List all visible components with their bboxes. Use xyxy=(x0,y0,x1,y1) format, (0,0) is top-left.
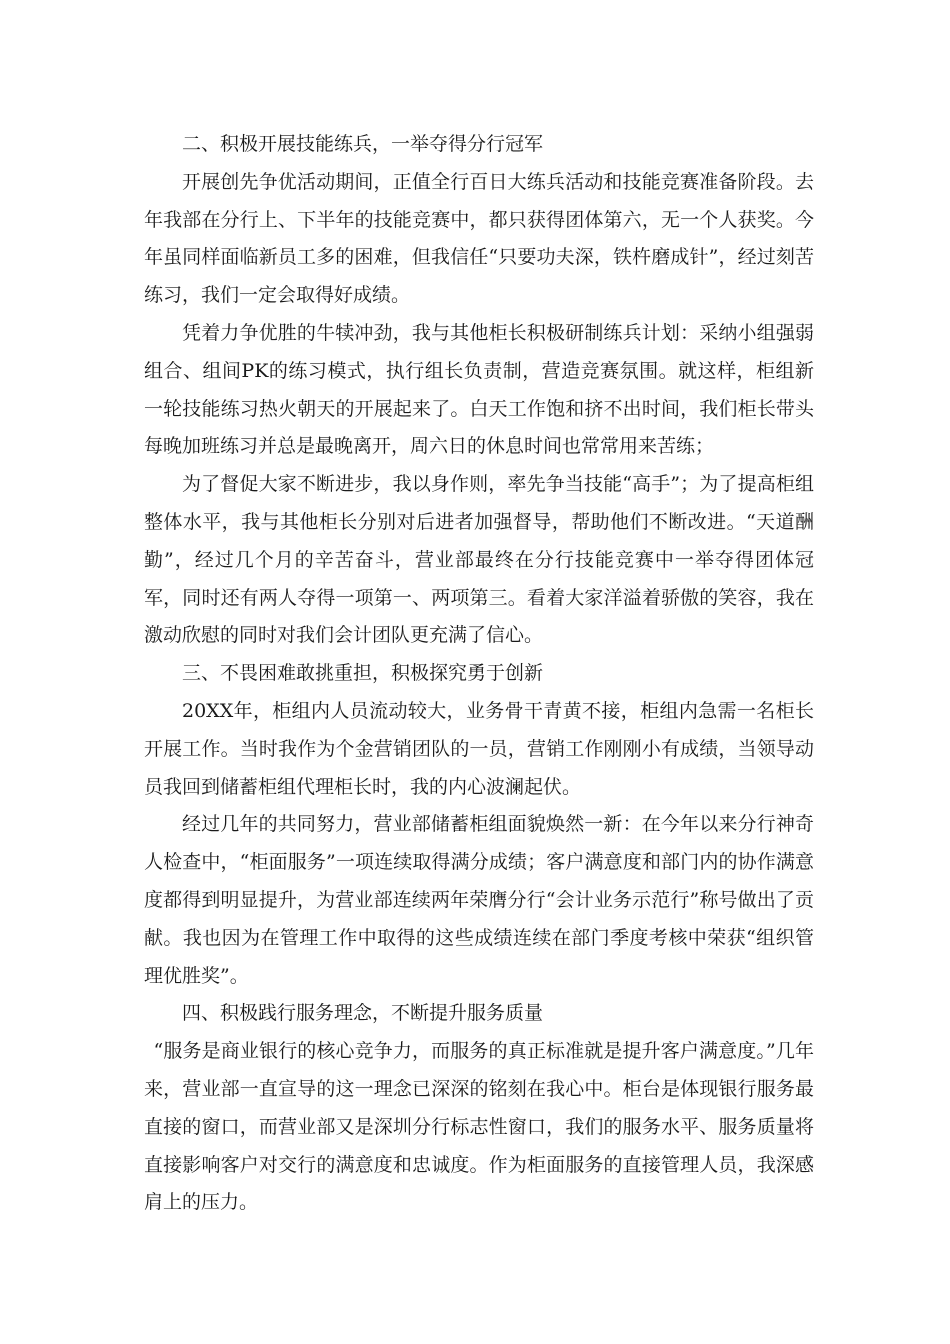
paragraph: 经过几年的共同努力，营业部储蓄柜组面貌焕然一新：在今年以来分行神奇人检查中，“柜面服务”一项连续取得满分成绩；客户满意度和部门内的协作满意度都得到明显提升，为营业部连续两年荣膺分行“会计业务示范行”称号做出了贡献。我也因为在管理工作中取得的这些成绩连续在部门季度考核中荣获“组织管理优胜奖”。 xyxy=(144,813,814,987)
paragraph: 凭着力争优胜的牛犊冲劲，我与其他柜长积极研制练兵计划：采纳小组强弱组合、组间PK的练习模式，执行组长负责制，营造竞赛氛围。就这样，柜组新一轮技能练习热火朝天的开展起来了。白天工作饱和挤不出时间，我们柜长带头每晚加班练习并总是最晚离开，周六日的休息时间也常常用来苦练； xyxy=(144,321,814,458)
paragraph: 为了督促大家不断进步，我以身作则，率先争当技能“高手”；为了提高柜组整体水平，我与其他柜长分别对后进者加强督导，帮助他们不断改进。“天道酬勤”，经过几个月的辛苦奋斗，营业部最终在分行技能竞赛中一举夺得团体冠军，同时还有两人夺得一项第一、两项第三。看着大家洋溢着骄傲的笑容，我在激动欣慰的同时对我们会计团队更充满了信心。 xyxy=(144,473,814,647)
document-page xyxy=(144,126,814,1222)
section-heading-2: 二、积极开展技能练兵，一举夺得分行冠军 xyxy=(182,133,544,155)
section-heading-4: 四、积极践行服务理念，不断提升服务质量 xyxy=(182,1002,544,1025)
paragraph: 20XX年，柜组内人员流动较大，业务骨干青黄不接，柜组内急需一名柜长开展工作。当时我作为个金营销团队的一员，营销工作刚刚小有成绩，当领导动员我回到储蓄柜组代理柜长时，我的内心波澜起伏。 xyxy=(144,699,814,798)
section-heading-3: 三、不畏困难敢挑重担，积极探究勇于创新 xyxy=(182,662,544,685)
paragraph: “服务是商业银行的核心竞争力，而服务的真正标准就是提升客户满意度。”几年来，营业部一直宣导的这一理念已深深的铭刻在我心中。柜台是体现银行服务最直接的窗口，而营业部又是深圳分行标志性窗口，我们的服务水平、服务质量将直接影响客户对交行的满意度和忠诚度。作为柜面服务的直接管理人员，我深感肩上的压力。 xyxy=(144,1040,814,1214)
paragraph: 开展创先争优活动期间，正值全行百日大练兵活动和技能竞赛准备阶段。去年我部在分行上、下半年的技能竞赛中，都只获得团体第六，无一个人获奖。今年虽同样面临新员工多的困难，但我信任“只要功夫深，铁杵磨成针”，经过刻苦练习，我们一定会取得好成绩。 xyxy=(144,170,814,307)
